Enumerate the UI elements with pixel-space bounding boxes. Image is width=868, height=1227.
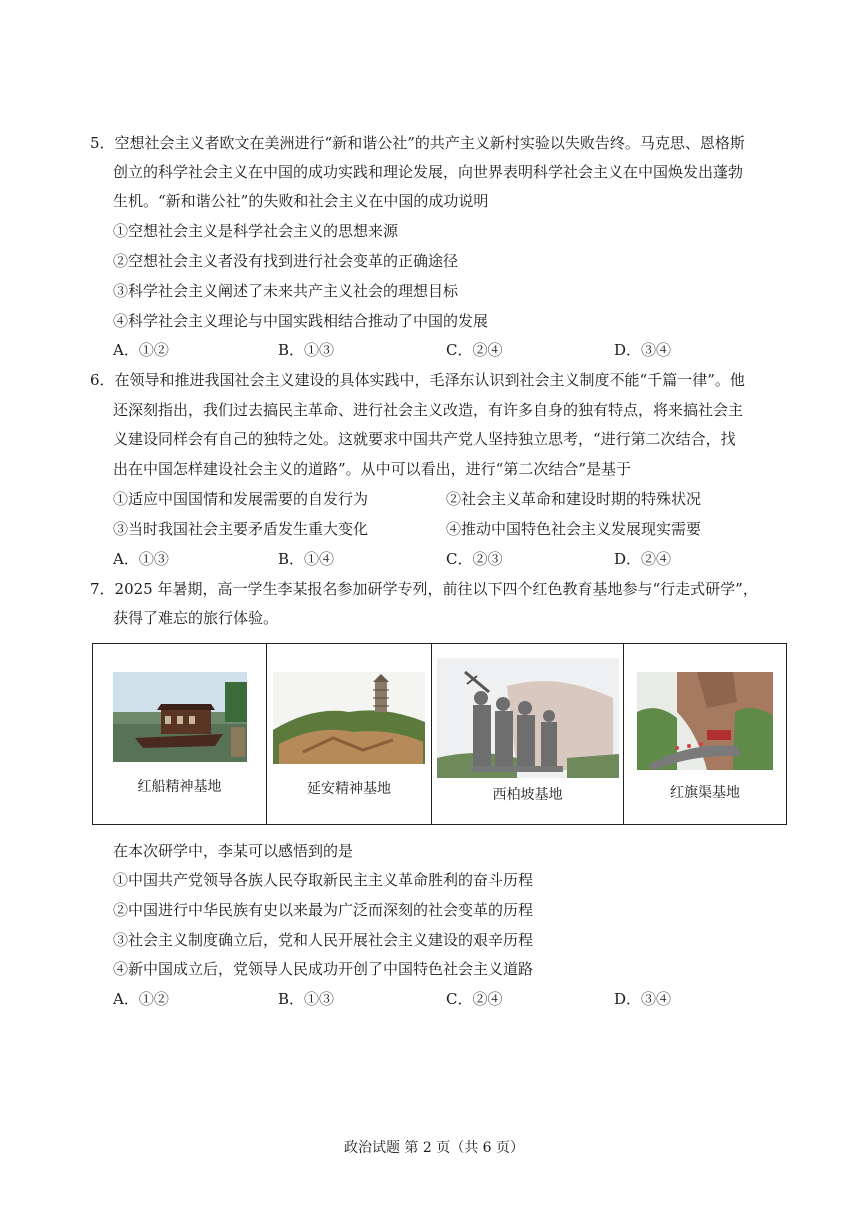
q6-item-2: ②社会主义革命和建设时期的特殊状况 bbox=[446, 490, 702, 508]
q5-option-b: B．①③ bbox=[278, 341, 335, 359]
hongqiqu-canal-photo bbox=[637, 672, 773, 770]
q5-item-2: ②空想社会主义者没有找到进行社会变革的正确途径 bbox=[113, 252, 459, 270]
q5-option-a: A．①② bbox=[113, 341, 169, 359]
q6-option-b: B．①④ bbox=[278, 550, 335, 568]
q7-option-b: B．①③ bbox=[278, 990, 335, 1008]
q6-item-3: ③当时我国社会主要矛盾发生重大变化 bbox=[113, 520, 369, 538]
q5-line-2: 创立的科学社会主义在中国的成功实践和理论发展，向世界表明科学社会主义在中国焕发出蓬勃 bbox=[113, 163, 744, 181]
q7-stem: 在本次研学中，李某可以感悟到的是 bbox=[113, 842, 354, 860]
q7-option-c: C．②④ bbox=[446, 990, 503, 1008]
q5-option-c: C．②④ bbox=[446, 341, 503, 359]
q5-item-4: ④科学社会主义理论与中国实践相结合推动了中国的发展 bbox=[113, 312, 489, 330]
q5-line-3: 生机。“新和谐公社”的失败和社会主义在中国的成功说明 bbox=[113, 192, 489, 210]
q7-option-a: A．①② bbox=[113, 990, 169, 1008]
q6-line-3: 义建设同样会有自己的独特之处。这就要求中国共产党人坚持独立思考，“进行第二次结合，找 bbox=[113, 430, 736, 448]
q7-item-4: ④新中国成立后，党领导人民成功开创了中国特色社会主义道路 bbox=[113, 960, 534, 978]
q5-option-d: D．③④ bbox=[614, 341, 672, 359]
xibaipo-monument-photo bbox=[437, 658, 619, 778]
q7-item-3: ③社会主义制度确立后，党和人民开展社会主义建设的艰辛历程 bbox=[113, 931, 534, 949]
q7-item-2: ②中国进行中华民族有史以来最为广泛而深刻的社会变革的历程 bbox=[113, 901, 534, 919]
site-cell-red-boat bbox=[93, 644, 267, 825]
site-cell-hongqiqu bbox=[624, 644, 787, 825]
q6-option-a: A．①③ bbox=[113, 550, 169, 568]
q5-line-1: 5．空想社会主义者欧文在美洲进行“新和谐公社”的共产主义新村实验以失败告终。马克思、恩格斯 bbox=[90, 134, 745, 152]
q7-item-1: ①中国共产党领导各族人民夺取新民主主义革命胜利的奋斗历程 bbox=[113, 871, 534, 889]
q5-item-3: ③科学社会主义阐述了未来共产主义社会的理想目标 bbox=[113, 282, 459, 300]
q7-option-d: D．③④ bbox=[614, 990, 672, 1008]
red-boat-photo bbox=[113, 672, 247, 762]
q7-line-2: 获得了难忘的旅行体验。 bbox=[113, 609, 279, 627]
q6-option-c: C．②③ bbox=[446, 550, 503, 568]
q6-option-d: D．②④ bbox=[614, 550, 672, 568]
q6-item-4: ④推动中国特色社会主义发展现实需要 bbox=[446, 520, 702, 538]
q6-line-1: 6．在领导和推进我国社会主义建设的具体实践中，毛泽东认识到社会主义制度不能“千篇一律”。他 bbox=[90, 371, 745, 389]
yanan-pagoda-photo bbox=[273, 672, 425, 764]
site-cell-yanan bbox=[267, 644, 432, 825]
q5-item-1: ①空想社会主义是科学社会主义的思想来源 bbox=[113, 222, 399, 240]
red-base-table bbox=[92, 643, 787, 825]
site-cell-xibaipo bbox=[432, 644, 624, 825]
page-footer: 政治试题 第 2 页（共 6 页） bbox=[343, 1140, 525, 1156]
q6-line-2: 还深刻指出，我们过去搞民主革命、进行社会主义改造，有许多自身的独有特点，将来搞社会主 bbox=[113, 401, 744, 419]
site-label-hongqiqu: 红旗渠基地 bbox=[670, 785, 740, 801]
site-label-red-boat: 红船精神基地 bbox=[137, 779, 222, 795]
q7-line-1: 7．2025 年暑期，高一学生李某报名参加研学专列，前往以下四个红色教育基地参与“行走式研学”， bbox=[90, 580, 758, 598]
q6-line-4: 出在中国怎样建设社会主义的道路”。从中可以看出，进行“第二次结合”是基于 bbox=[113, 460, 632, 478]
site-label-yanan: 延安精神基地 bbox=[307, 781, 391, 797]
q6-item-1: ①适应中国国情和发展需要的自发行为 bbox=[113, 490, 369, 508]
site-label-xibaipo: 西柏坡基地 bbox=[492, 787, 563, 803]
